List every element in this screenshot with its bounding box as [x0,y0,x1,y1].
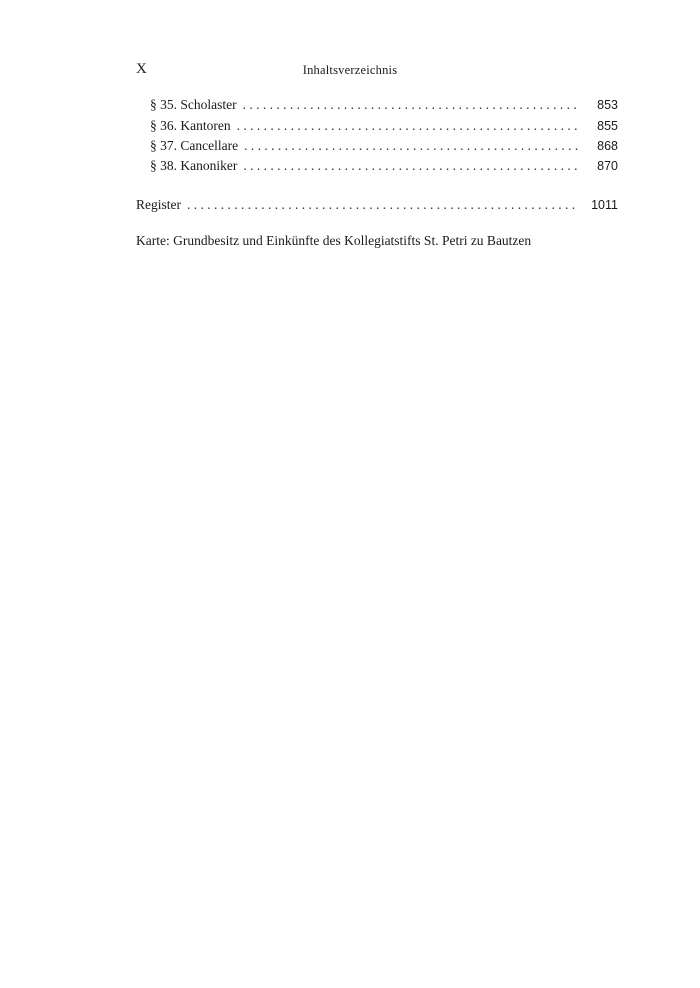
toc-entry-page: 853 [597,98,618,112]
page-number: X [136,61,148,77]
leader-dots [237,118,578,134]
toc-entry-kantoren[interactable] [150,118,618,134]
toc-entry-page: 868 [597,139,618,153]
leader-dots [244,138,578,154]
toc-entry-kanoniker[interactable] [150,158,618,174]
leader-dots [187,197,578,213]
toc-entry-label: Register [136,197,181,212]
toc-entry-page: 870 [597,159,618,173]
toc-entry-label: § 35. Scholaster [150,97,237,112]
toc-entry-label: § 38. Kanoniker [150,158,238,173]
toc-entry-cancellare[interactable] [150,138,618,154]
leader-dots [243,158,578,174]
toc-entry-label: § 37. Cancellare [150,138,239,153]
toc-entry-label: § 36. Kantoren [150,118,231,133]
toc-entry-page: 1011 [591,198,618,212]
running-head: Inhaltsverzeichnis [302,63,398,77]
leader-dots [243,97,578,113]
toc-entry-scholaster[interactable] [150,97,618,113]
toc-entry-register[interactable] [136,197,618,213]
toc-entry-page: 855 [597,119,618,133]
map-entry: Karte: Grundbesitz und Einkünfte des Kollegiatstifts St. Petri zu Bautzen [136,233,532,248]
